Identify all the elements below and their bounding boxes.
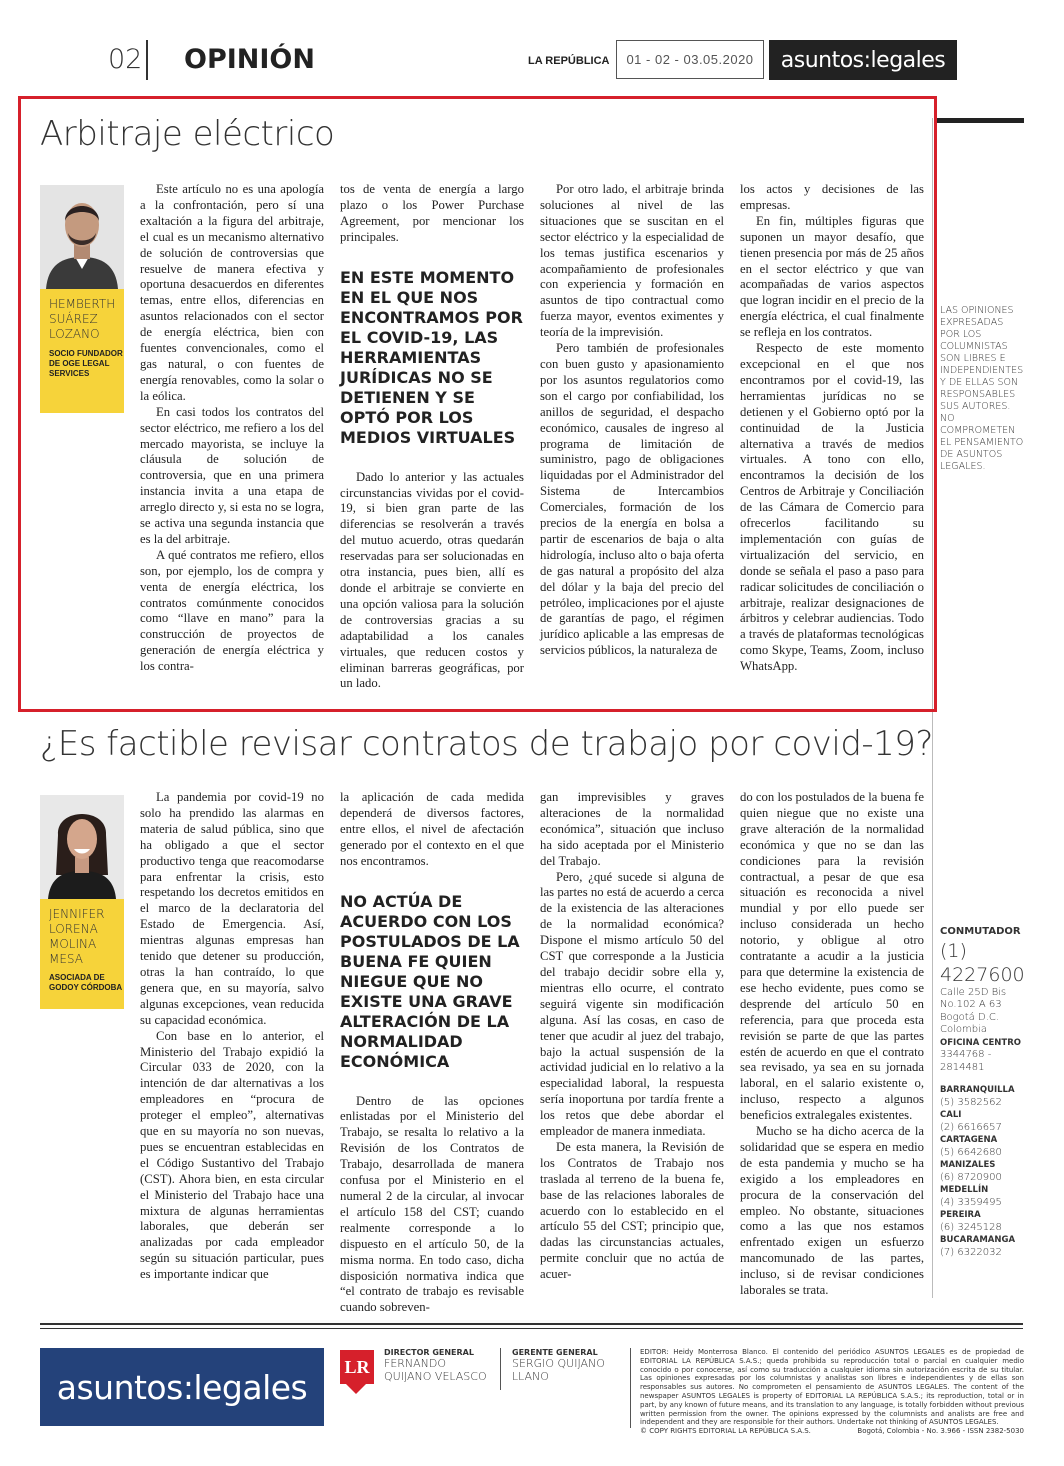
city-name: MEDELLÍN bbox=[940, 1185, 989, 1195]
article2-column-4 bbox=[740, 790, 924, 1299]
article1-title: Arbitraje eléctrico bbox=[40, 114, 335, 154]
director-role: DIRECTOR GENERAL bbox=[384, 1348, 474, 1357]
contact-phone: (1) 4227600 bbox=[940, 939, 1025, 986]
side-column-rule bbox=[934, 118, 1024, 123]
paragraph: En casi todos los contratos del sector eléctrico, me refiero a los del mercado mayorista, se incluye la cláusula de solución de controversia, que en una primera instancia invita a una etapa de arreglo directo y, si esta no se logra, se activa una segunda instancia que es la del arbitraje. bbox=[140, 404, 324, 546]
address-line: Calle 25D Bis bbox=[940, 986, 1007, 998]
opinion-disclaimer: LAS OPINIONES EXPRESADAS POR LOS COLUMNISTAS SON LIBRES E INDEPENDIENTES Y DE ELLAS SON RESPONSABLES SUS AUTORES. NO COMPROMETEN EL PENSAMIENTO DE ASUNTOS LEGALES. bbox=[940, 305, 1024, 472]
city-name: MANIZALES bbox=[940, 1160, 996, 1170]
city-name: BARRANQUILLA bbox=[940, 1085, 1015, 1095]
address-line: No.102 A 63 bbox=[940, 999, 1002, 1010]
footer-brand-logo: asuntos:legales bbox=[40, 1348, 324, 1426]
paragraph: Respecto de este momento excepcional en el que nos encontramos por el covid-19, las herramientas jurídicas no se detienen y el Gobierno optó por la continuidad de la Justicia alternativa a través de medios virtuales. A tono con ello, encontramos la decisión de los Centros de Arbitraje y Conciliación de las Cámara de Comercio para ofrecerlos facilitando su implementación con guías de virtualización del servicio, en donde se señala el paso a paso para radicar solicitudes de conciliación o arbitraje, realizar designaciones de árbitros y celebrar audiencias. Todo a través de plataformas tecnológicas como Skype, Teams, Zoom, incluso WhatsApp. bbox=[740, 341, 924, 674]
author1-card bbox=[40, 289, 124, 413]
article1-pullquote: EN ESTE MOMENTO EN EL QUE NOS ENCONTRAMOS POR EL COVID-19, LAS HERRAMIENTAS JURÍDICAS NO SE DETIENEN Y SE OPTÓ POR LOS MEDIOS VIRTUALES bbox=[340, 267, 523, 447]
paragraph: Dentro de las opciones enlistadas por el Ministerio del Trabajo, se resalta lo relativo a la Revisión de los Contratos de Trabajo, desarrollada de manera confusa por el Ministerio en el numeral 2 de la circular, al invocar el artículo 158 del CST; cuando realmente corresponde a lo dispuesto en el artículo 50, de la misma norma. En todo caso, dicha disposición normativa indica que “el contrato de trabajo es revisable cuando sobreven- bbox=[340, 1093, 524, 1315]
paragraph: Pero también de profesionales con buen gusto y apasionamiento por los asuntos regulatorios como son el cargo por confiabilidad, los anillos de seguridad, el despacho económico, causales de ingreso al programa de limitación de suministro, pago de obligaciones liquidadas por el Administrador del Sistema de Intercambios Comerciales, formación de los precios de la energía en bolsa a partir de escenarios de baja o alta hidrología, incluso alto o baja oferta de gas natural a propósito del alza del dólar y la baja del precio del petróleo, implicaciones por el ajuste de garantías de pago, el régimen jurídico aplicable a las empresas de servicios públicos, la naturaleza de bbox=[540, 341, 724, 658]
author2-role: ASOCIADA DE GODOY CÓRDOBA bbox=[49, 973, 123, 992]
paragraph: Este artículo no es una apología a la confrontación, pero sí una exaltación a la figura del arbitraje, el cual es un mecanismo alternativo de solución de controversias que resuelve de manera efectiva y oportuna desacuerdos en diferentes temas, entre ellos, diferencias en asuntos relacionados con el sector de energía eléctrica, bien con fuentes convencionales, como el gas natural, o con fuentes de energía renovables, como la solar o la eólica. bbox=[140, 182, 324, 403]
city-phone: (5) 6642680 bbox=[940, 1146, 1002, 1158]
manager-credit bbox=[512, 1348, 622, 1383]
author1-name: HEMBERTH SUÁREZ LOZANO bbox=[49, 297, 116, 341]
article1-column-2 bbox=[340, 182, 524, 692]
paragraph: De esta manera, la Revisión de los Contratos de Trabajo nos traslada al terreno de la buena fe, base de las relaciones laborales de acuerdo con lo establecido en el artículo 55 del CST; principio que, dadas las circunstancias actuales, permite concluir que no actúa de acuer- bbox=[540, 1139, 724, 1282]
footer-divider bbox=[500, 1348, 501, 1390]
footer-rule bbox=[40, 1328, 1023, 1329]
author1-role: SOCIO FUNDADOR DE OGE LEGAL SERVICES bbox=[49, 349, 123, 378]
address-line: Bogotá D.C. bbox=[940, 1011, 1000, 1023]
city-name: PEREIRA bbox=[940, 1210, 981, 1220]
office-phones: 3344768 - 2814481 bbox=[940, 1049, 992, 1073]
author2-name: JENNIFER LORENA MOLINA MESA bbox=[49, 907, 105, 966]
copyright: © COPY RIGHTS EDITORIAL LA REPÚBLICA S.A.S. bbox=[640, 1427, 811, 1436]
address-line: Colombia bbox=[940, 1024, 987, 1035]
paragraph: la aplicación de cada medida dependerá de diversos factores, entre ellos, el nivel de afectación generado por el contexto en el que nos encontramos. bbox=[340, 790, 524, 868]
article2-title: ¿Es factible revisar contratos de trabajo por covid-19? bbox=[40, 724, 933, 764]
paragraph: gan imprevisibles y graves alteraciones de la normalidad económica”, situación que incluso ha sido aceptada por el Ministerio del Trabajo. bbox=[540, 790, 724, 868]
director-credit bbox=[384, 1348, 494, 1383]
paragraph: Dado lo anterior y las actuales circunstancias vividas por el covid-19, si bien gran parte de las diferencias se resolverán a través del mutuo acuerdo, otras quedarán reservadas para ser solucionadas en otra instancia, pues bien, allí es donde el arbitraje se convierte en una opción valiosa para la solución de controversias gracias a su adaptabilidad a los canales virtuales, que reducen costos y eliminan barreras geográficas, por un lado. bbox=[340, 469, 524, 691]
footer-rule bbox=[40, 1323, 1023, 1325]
paragraph: do con los postulados de la buena fe quien niegue que no existe una grave alteración de la normalidad económica y que no se dan las condiciones para la revisión contractual, a pesar de que esa situación es reconocida a nivel mundial y por ello puede ser incluso considerada un hecho notorio, y obligue al otro contratante a acudir a la justicia para que determine la existencia de ese hecho evidente, pues como se desprende del artículo 50 en referencia, para que proceda esta revisión se parte de que las partes estén de acuerdo en que el contrato sea revisado, ya sea en su jornada laboral, en el salario existente o, incluso, respecto a algunos beneficios extralegales existentes. bbox=[740, 790, 924, 1123]
author1-portrait-icon bbox=[40, 185, 124, 289]
city-phone: (5) 3582562 bbox=[940, 1096, 1002, 1108]
city-phone: (2) 6616657 bbox=[940, 1121, 1002, 1133]
city-phone: (6) 8720900 bbox=[940, 1171, 1002, 1183]
article1-column-1 bbox=[140, 182, 324, 675]
issue-date: 01 - 02 - 03.05.2020 bbox=[616, 40, 764, 79]
header-divider bbox=[146, 40, 148, 80]
footer-divider bbox=[630, 1348, 631, 1428]
paragraph: Por otro lado, el arbitraje brinda soluciones al nivel de las situaciones que se suscitan en el sector eléctrico y la especialidad de los temas justifica escenarios y acompañamiento de profesionales con experiencia y formación en asuntos de tipo contractual como fuerza mayor, eventos eximentes y teoría de la imprevisión. bbox=[540, 182, 724, 340]
lr-logo-tail bbox=[346, 1384, 366, 1394]
city-name: CALI bbox=[940, 1110, 962, 1120]
article1-column-4 bbox=[740, 182, 924, 675]
city-phone: (4) 3359495 bbox=[940, 1196, 1002, 1208]
author2-portrait-icon bbox=[40, 795, 124, 899]
paragraph: los actos y decisiones de las empresas. bbox=[740, 182, 924, 212]
author2-photo bbox=[40, 795, 124, 899]
paragraph: Mucho se ha dicho acerca de la solidaridad que se espera en medio de esta pandemia y mucho se ha exigido a los empleadores en procura de la conservación del empleo. No obstante, situaciones como a las que nos estamos enfrentado exigen un esfuerzo mancomunado de las partes, incluso, si de revisar condiciones laborales se trata. bbox=[740, 1124, 924, 1298]
legal-text: EDITOR: Heidy Monterrosa Blanco. El contenido del periódico ASUNTOS LEGALES es de propiedad de EDITORIAL LA REPÚBLICA S.A.S.; queda prohibida su reproducción total o parcial en cualquier medio conocido o por conocerse, así como su traducción a cualquier idioma sin autorización escrita de su titular. Las opiniones expresadas por los columnistas y analistas son libres e independientes y de ellas son responsables sus autores. No comprometen el pensamiento de ASUNTOS LEGALES. The content of the newspaper ASUNTOS LEGALES is property of EDITORIAL LA REPÚBLICA S.A.S.; its reproduction, total or in part, by any known of future means, and its translation to any language, is totally forbidden without previous written permission from the owner. The opinions expressed by the columnists and analists are free and independent and they are responsible for their authors. Undertake not thinking of ASUNTOS LEGALES. bbox=[640, 1348, 1024, 1427]
city-name: CARTAGENA bbox=[940, 1135, 998, 1145]
article1-column-3 bbox=[540, 182, 724, 659]
article2-pullquote: NO ACTÚA DE ACUERDO CON LOS POSTULADOS DE LA BUENA FE QUIEN NIEGUE QUE NO EXISTE UNA GRAVE ALTERACIÓN DE LA NORMALIDAD ECONÓMICA bbox=[340, 891, 520, 1071]
city-name: BUCARAMANGA bbox=[940, 1235, 1016, 1245]
paragraph: tos de venta de energía a largo plazo o los Power Purchase Agreement, por mencionar los principales. bbox=[340, 182, 524, 244]
city-phone: (7) 6322032 bbox=[940, 1246, 1002, 1258]
lr-logo-icon: LR bbox=[340, 1350, 374, 1384]
paragraph: A qué contratos me refiero, ellos son, por ejemplo, los de compra y venta de energía eléctrica, los contratos comúnmente conocidos como “llave en mano” para la construcción de proyectos de generación de energía eléctrica y los contra- bbox=[140, 547, 324, 674]
manager-role: GERENTE GENERAL bbox=[512, 1348, 598, 1357]
article2-column-2 bbox=[340, 790, 524, 1316]
issn: Bogotá, Colombia - No. 3.966 - ISSN 2382-5030 bbox=[857, 1427, 1024, 1436]
header-brand-logo: asuntos:legales bbox=[769, 40, 957, 80]
page-number: 02 bbox=[108, 44, 143, 75]
city-phone: (6) 3245128 bbox=[940, 1221, 1002, 1233]
paragraph: Con base en lo anterior, el Ministerio del Trabajo expidió la Circular 033 de 2020, con la intención de dar alternativas a los empleadores en “procura de proteger el empleo”, alternativas que en su mayoría no son nuevas, pues se encuentran establecidas en el Código Sustantivo del Trabajo (CST). Ahora bien, en esta circular el Ministerio del Trabajo hace una mixtura de algunas herramientas laborales, que deberán ser analizadas por cada empleador según su situación particular, pues es importante indicar que bbox=[140, 1028, 324, 1282]
newspaper-name: LA REPÚBLICA bbox=[528, 55, 610, 67]
article2-column-1 bbox=[140, 790, 324, 1283]
article2-column-3 bbox=[540, 790, 724, 1283]
paragraph: En fin, múltiples figuras que suponen un mayor desafío, que tienen presencia por más de 25 años en el sector eléctrico y que van acompañadas de varios aspectos que logran incidir en el precio de la energía eléctrica, el cual finalmente se refleja en los contratos. bbox=[740, 213, 924, 340]
contact-title: CONMUTADOR bbox=[940, 926, 1021, 937]
section-title: OPINIÓN bbox=[184, 44, 315, 75]
office-label: OFICINA CENTRO bbox=[940, 1037, 1021, 1048]
author2-card bbox=[40, 899, 124, 1009]
author1-photo bbox=[40, 185, 124, 289]
contact-box bbox=[940, 926, 1030, 1259]
director-name: FERNANDO QUIJANO VELASCO bbox=[384, 1357, 487, 1383]
legal-notice bbox=[640, 1348, 1024, 1436]
paragraph: Pero, ¿qué sucede si alguna de las partes no está de acuerdo a cerca de la existencia de las alteraciones de la normalidad económica? Dispone el mismo artículo 50 del CST que corresponde a la Justicia del trabajo decidir sobre ella y, mientras ello ocurre, el contrato seguirá vigente sin modificación alguna. Así las cosas, en caso de tener que acudir al juez del trabajo, bajo la actual suspensión de la actividad judicial en lo relativo a la especialidad laboral, la respuesta sería inoportuna por tardía frente a los retos que debe abordar el empleador de manera inmediata. bbox=[540, 869, 724, 1139]
manager-name: SERGIO QUIJANO LLANO bbox=[512, 1357, 605, 1383]
paragraph: La pandemia por covid-19 no solo ha prendido las alarmas en materia de salud pública, sino que ha obligado a que el sector productivo tenga que reacomodarse para enfrentar la crisis, esto respetando los decretos emitidos en el marco de la declaratoria del Estado de Emergencia. Así, mientras algunas empresas han tenido que detener su producción, otras la han contraído, lo que genera que, en su mayoría, salvo algunas excepciones, vean reducida su capacidad económica. bbox=[140, 790, 324, 1027]
